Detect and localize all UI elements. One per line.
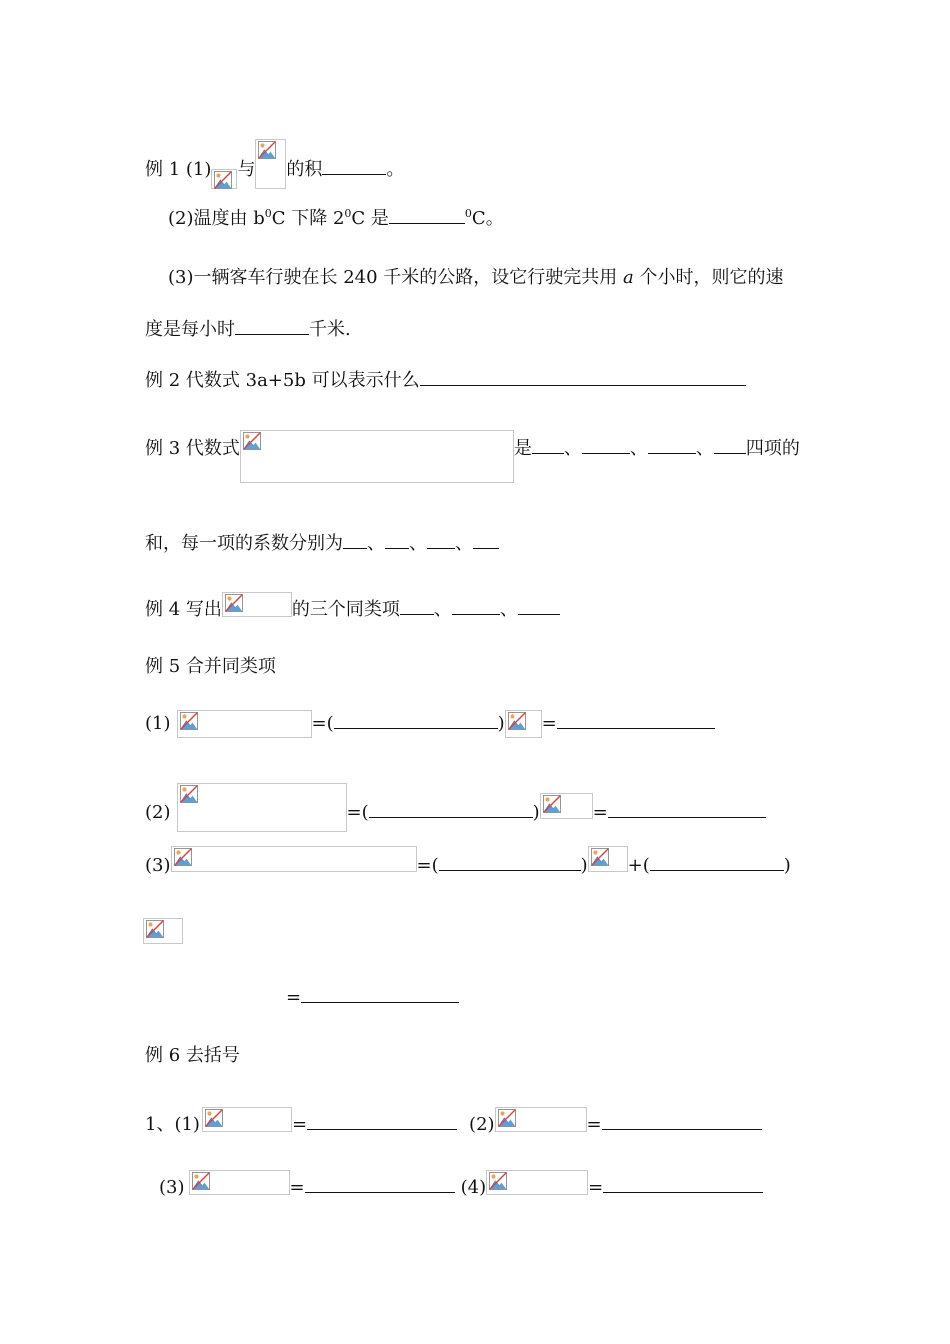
- ex5-row2: (2) =( ) =: [145, 783, 766, 832]
- formula-image-ex6-4: [486, 1170, 588, 1195]
- broken-image-icon: [173, 848, 193, 866]
- formula-image-ex5-3: [171, 846, 417, 872]
- ex3-line2: 和，每一项的系数分别为 、 、 、: [145, 529, 499, 556]
- answer-blank[interactable]: [452, 595, 500, 615]
- ex6-row2: (3) = (4) =: [159, 1170, 763, 1200]
- broken-image-icon: [145, 920, 165, 938]
- broken-image-icon: [542, 795, 562, 813]
- formula-image-ex5-1b: [505, 710, 542, 738]
- answer-blank[interactable]: [235, 315, 309, 335]
- ex3-line1: 例 3 代数式 是 、 、 、 四项的: [145, 430, 800, 483]
- answer-blank[interactable]: [603, 1173, 763, 1193]
- broken-image-icon: [242, 432, 262, 450]
- broken-image-icon: [191, 1172, 211, 1190]
- broken-image-icon: [179, 785, 199, 803]
- answer-blank[interactable]: [334, 709, 498, 729]
- answer-blank[interactable]: [343, 529, 367, 549]
- formula-image-ex5-2b: [540, 793, 593, 819]
- formula-image-ex3: [240, 430, 514, 483]
- answer-blank[interactable]: [473, 529, 499, 549]
- answer-blank[interactable]: [301, 983, 459, 1003]
- broken-image-icon: [257, 141, 277, 159]
- broken-image-icon: [179, 712, 199, 730]
- answer-blank[interactable]: [582, 434, 630, 454]
- answer-blank[interactable]: [648, 434, 696, 454]
- ex1-part3-line1: (3)一辆客车行驶在长 240 千米的公路，设它行驶完共用 a 个小时，则它的速: [168, 267, 784, 288]
- broken-image-icon: [590, 848, 610, 866]
- ex6-row1: 1、(1) = (2) =: [145, 1107, 762, 1137]
- ex5-row1: (1) =( ) =: [145, 709, 715, 738]
- ex5-title: 例 5 合并同类项: [145, 656, 276, 677]
- formula-image-ex6-3: [189, 1170, 290, 1195]
- ex1-part2: (2)温度由 $b^0C$ 下降 $2^0C$ 是 $^0$C。: [168, 202, 504, 231]
- ex6-title: 例 6 去括号: [145, 1045, 240, 1066]
- answer-blank[interactable]: [714, 434, 746, 454]
- answer-blank[interactable]: [427, 529, 455, 549]
- broken-image-icon: [497, 1109, 517, 1127]
- formula-image-ex5-1: [177, 710, 312, 738]
- ex2: 例 2 代数式 3a+5b 可以表示什么: [145, 366, 746, 393]
- answer-blank[interactable]: [650, 851, 784, 871]
- formula-image-ex5-3b: [588, 846, 628, 872]
- answer-blank[interactable]: [518, 595, 560, 615]
- ex5-row3-cont-image: [143, 918, 183, 944]
- answer-blank[interactable]: [307, 1110, 457, 1130]
- formula-image-ex6-1: [202, 1107, 292, 1132]
- answer-blank[interactable]: [608, 798, 766, 818]
- formula-image-ex5-2: [177, 783, 347, 832]
- ex5-row3: (3) =( ) +( ): [145, 846, 791, 878]
- answer-blank[interactable]: [385, 529, 409, 549]
- ex1-part3-line2: 度是每小时 千米.: [145, 315, 351, 342]
- broken-image-icon: [507, 712, 527, 730]
- answer-blank[interactable]: [369, 798, 533, 818]
- formula-image-b: [255, 139, 286, 189]
- formula-image-ex4: [222, 592, 292, 617]
- answer-blank[interactable]: [439, 851, 581, 871]
- answer-blank[interactable]: [305, 1173, 455, 1193]
- ex4: 例 4 写出 的三个同类项 、 、: [145, 592, 560, 622]
- answer-blank[interactable]: [557, 709, 715, 729]
- ex5-row3-result: =: [286, 983, 459, 1010]
- broken-image-icon: [488, 1172, 508, 1190]
- broken-image-icon: [213, 171, 233, 189]
- formula-image-ex6-2: [495, 1107, 587, 1132]
- broken-image-icon: [224, 594, 244, 612]
- ex1-part1: 例 1 (1) 与 的积 。: [145, 139, 404, 189]
- formula-image-a: [211, 169, 237, 189]
- broken-image-icon: [204, 1109, 224, 1127]
- answer-blank[interactable]: [389, 204, 465, 224]
- answer-blank[interactable]: [400, 595, 434, 615]
- answer-blank[interactable]: [602, 1110, 762, 1130]
- answer-blank[interactable]: [532, 434, 564, 454]
- answer-blank[interactable]: [322, 155, 386, 175]
- answer-blank[interactable]: [420, 366, 746, 386]
- formula-image-ex5-3c: [143, 918, 183, 944]
